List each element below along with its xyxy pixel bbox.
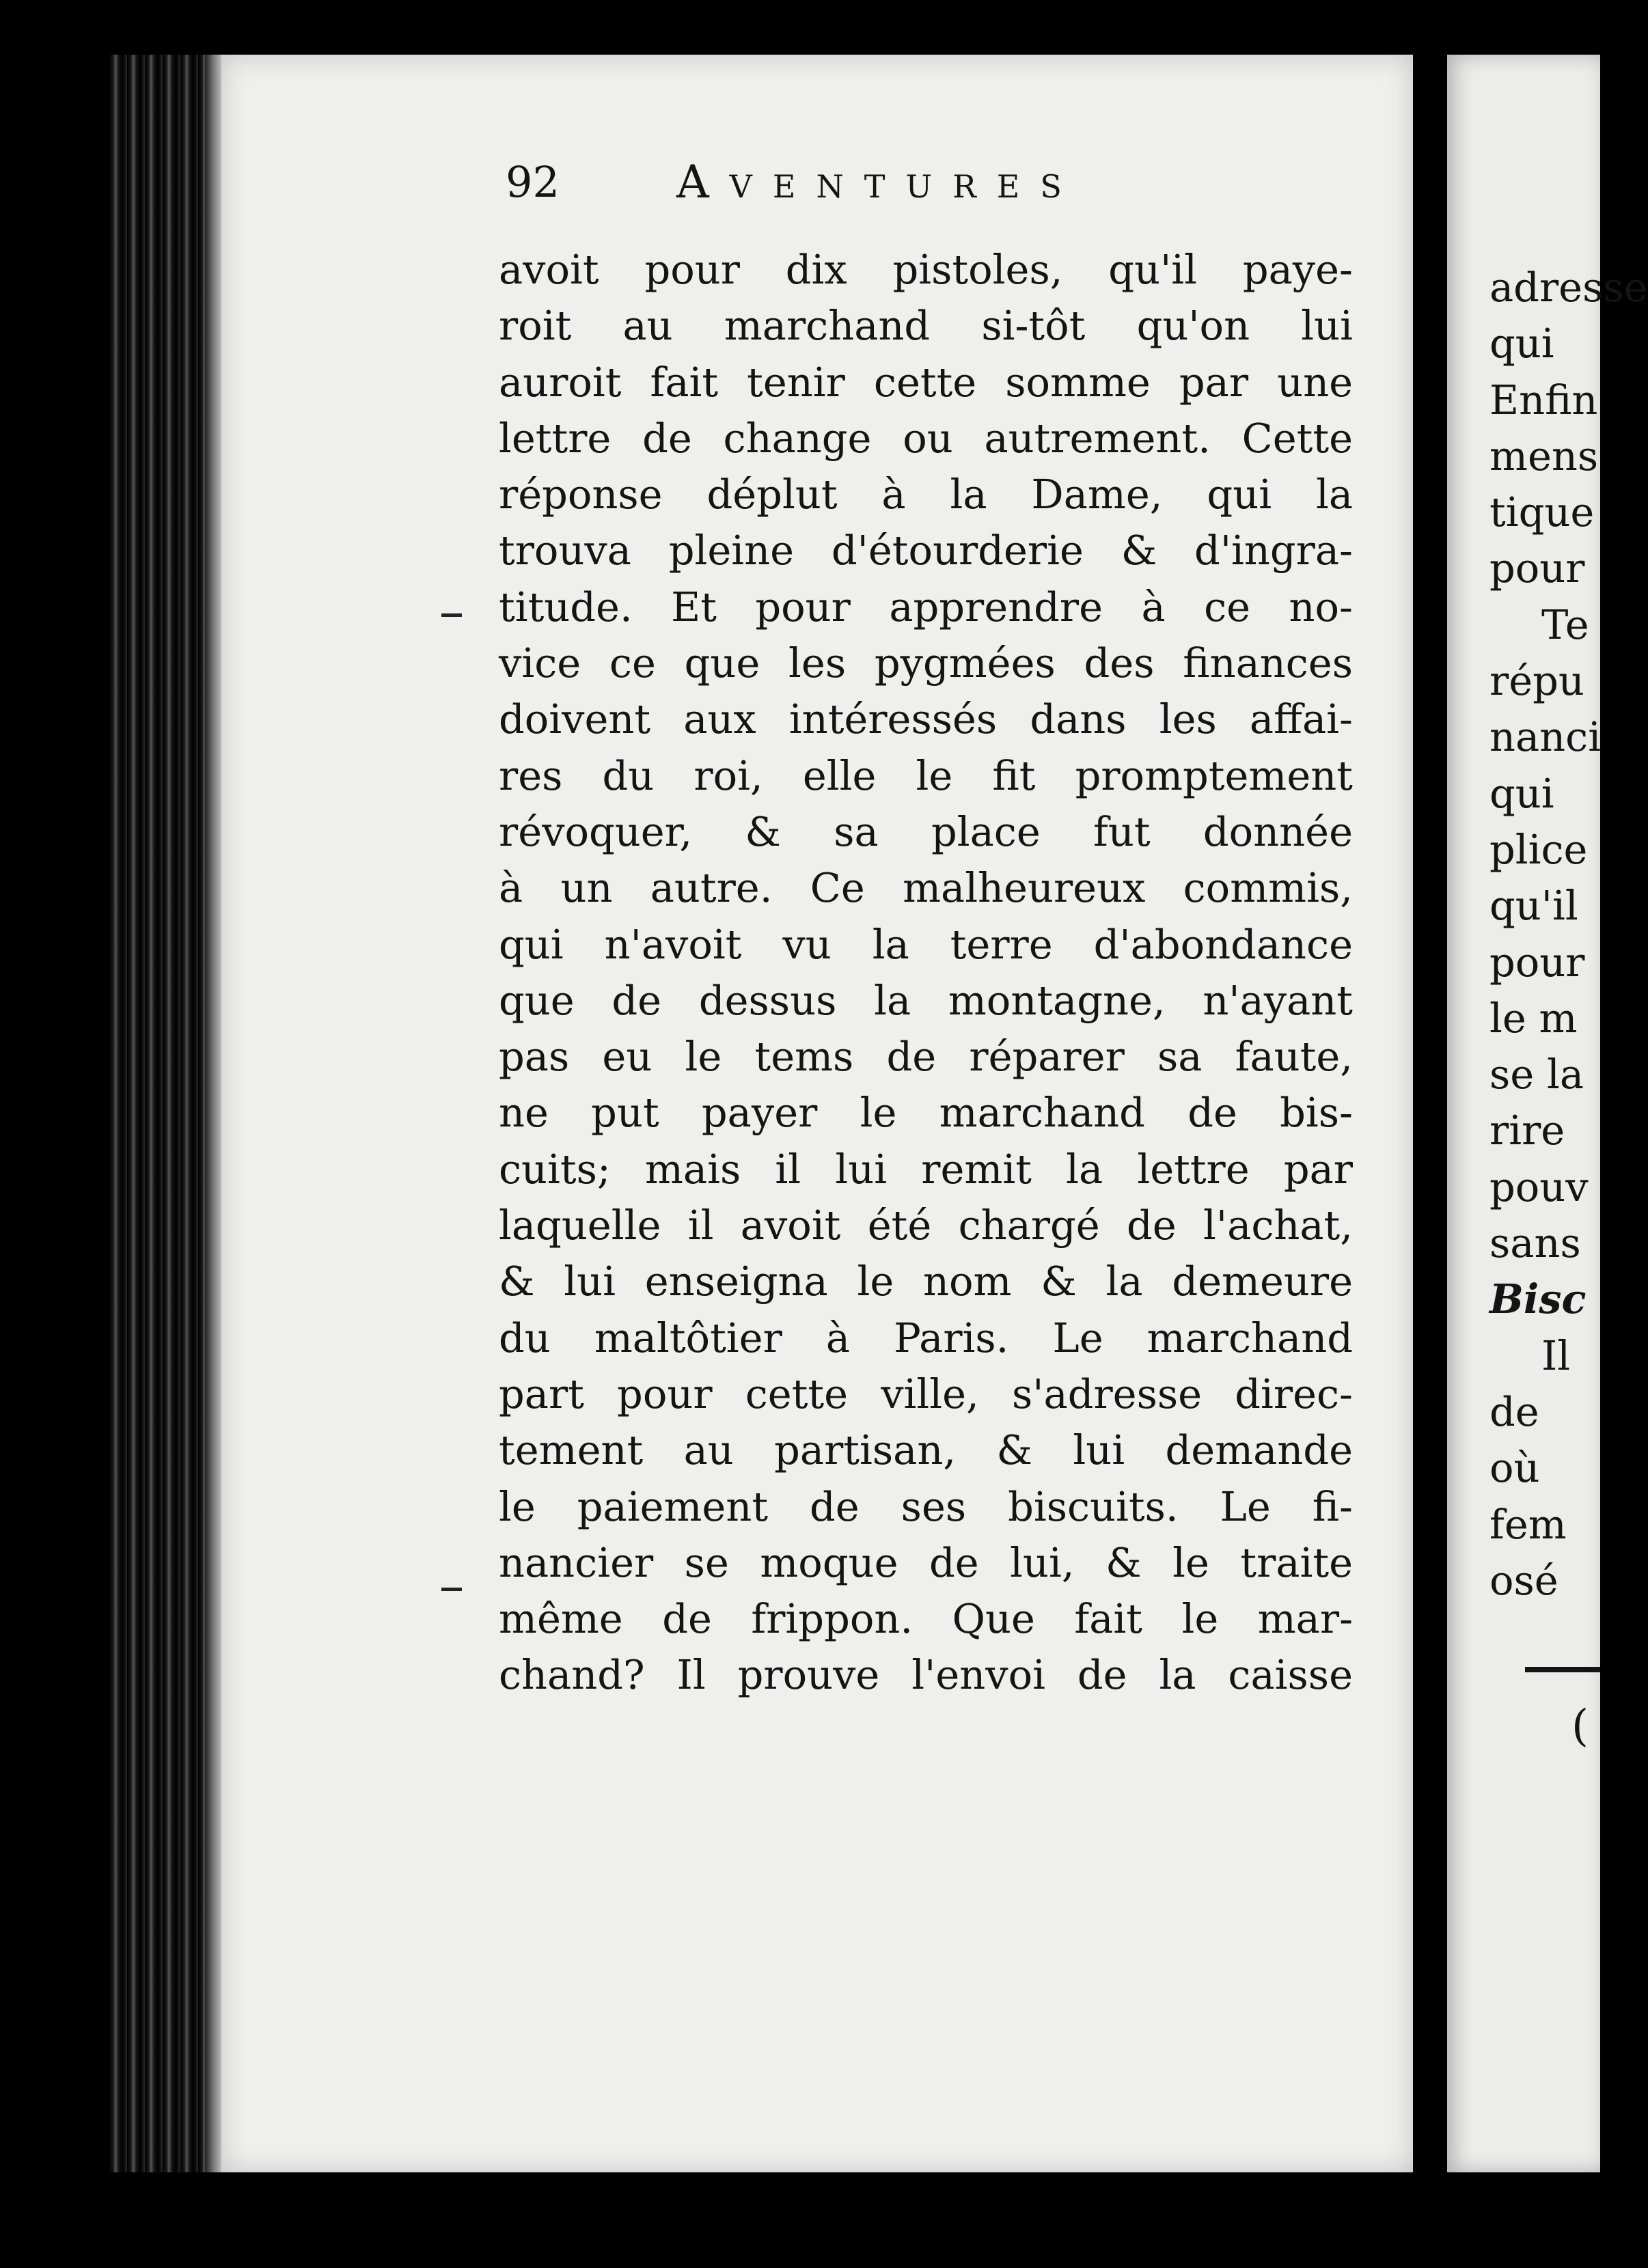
facing-line: Il — [1541, 1331, 1571, 1379]
text-line: le paiement de ses biscuits. Le fi- — [499, 1482, 1353, 1530]
facing-line: pour — [1489, 544, 1585, 592]
page-gutter — [1413, 55, 1447, 2172]
facing-line: osé — [1489, 1556, 1558, 1604]
text-line: titude. Et pour apprendre à ce no- — [499, 583, 1353, 631]
facing-line: le m — [1489, 994, 1578, 1042]
running-head-title: Aventures — [676, 156, 1082, 208]
text-line: ne put payer le marchand de bis- — [499, 1089, 1353, 1137]
facing-line: se la — [1489, 1051, 1584, 1098]
text-line: doivent aux intéressés dans les affai- — [499, 695, 1353, 743]
facing-page-text — [1489, 260, 1648, 1609]
facing-line: répu — [1489, 657, 1584, 705]
text-line: réponse déplut à la Dame, qui la — [499, 471, 1353, 518]
facing-line: Te — [1541, 600, 1589, 648]
footnote-start: ( — [1571, 1701, 1589, 1752]
text-line: tement au partisan, & lui demande — [499, 1426, 1353, 1474]
facing-line: de — [1489, 1387, 1539, 1435]
text-line: qui n'avoit vu la terre d'abondance — [499, 920, 1353, 968]
text-line: part pour cette ville, s'adresse direc- — [499, 1370, 1353, 1418]
facing-line: fem — [1489, 1500, 1567, 1548]
footnote-rule — [1525, 1667, 1600, 1672]
scan-background — [0, 2172, 1600, 2268]
text-line: à un autre. Ce malheureux commis, — [499, 864, 1353, 912]
text-line: roit au marchand si-tôt qu'on lui — [499, 302, 1353, 350]
facing-line: Bisc — [1489, 1275, 1587, 1323]
text-line: & lui enseigna le nom & la demeure — [499, 1258, 1353, 1305]
facing-line: pour — [1489, 938, 1585, 986]
text-line: cuits; mais il lui remit la lettre par — [499, 1145, 1353, 1193]
text-line: trouva pleine d'étourderie & d'ingra- — [499, 527, 1353, 575]
facing-line: tique — [1489, 488, 1595, 536]
facing-line: sans — [1489, 1219, 1581, 1267]
facing-line: plice — [1489, 825, 1588, 873]
text-line: chand? Il prouve l'envoi de la caisse — [499, 1651, 1353, 1699]
text-line: du maltôtier à Paris. Le marchand — [499, 1314, 1353, 1361]
body-text — [499, 242, 1353, 1704]
facing-line: pouv — [1489, 1163, 1589, 1211]
text-line: auroit fait tenir cette somme par une — [499, 358, 1353, 406]
page-number: 92 — [506, 157, 560, 207]
facing-line: mens — [1489, 432, 1599, 480]
text-line: res du roi, elle le fit promptement — [499, 751, 1353, 799]
text-line: vice ce que les pygmées des finances — [499, 639, 1353, 687]
text-line: avoit pour dix pistoles, qu'il paye- — [499, 246, 1353, 293]
facing-line: rire — [1489, 1107, 1565, 1154]
facing-line: qui — [1489, 769, 1554, 817]
text-line: révoquer, & sa place fut donnée — [499, 807, 1353, 855]
facing-line: adresse — [1489, 264, 1648, 311]
text-line: laquelle il avoit été chargé de l'achat, — [499, 1202, 1353, 1249]
margin-mark — [441, 1588, 462, 1591]
page-fore-edge — [205, 55, 221, 2172]
text-line: que de dessus la montagne, n'ayant — [499, 976, 1353, 1024]
facing-line: nanci — [1489, 713, 1602, 761]
text-line: pas eu le tems de réparer sa faute, — [499, 1033, 1353, 1081]
running-head — [506, 152, 1189, 213]
text-line: même de frippon. Que fait le mar- — [499, 1595, 1353, 1643]
facing-line: où — [1489, 1444, 1540, 1492]
facing-line: qu'il — [1489, 882, 1578, 930]
margin-mark — [441, 613, 462, 617]
text-line: lettre de change ou autrement. Cette — [499, 414, 1353, 462]
text-line: nancier se moque de lui, & le traite — [499, 1538, 1353, 1586]
facing-line: qui — [1489, 320, 1554, 368]
facing-line: Enfin — [1489, 376, 1598, 424]
